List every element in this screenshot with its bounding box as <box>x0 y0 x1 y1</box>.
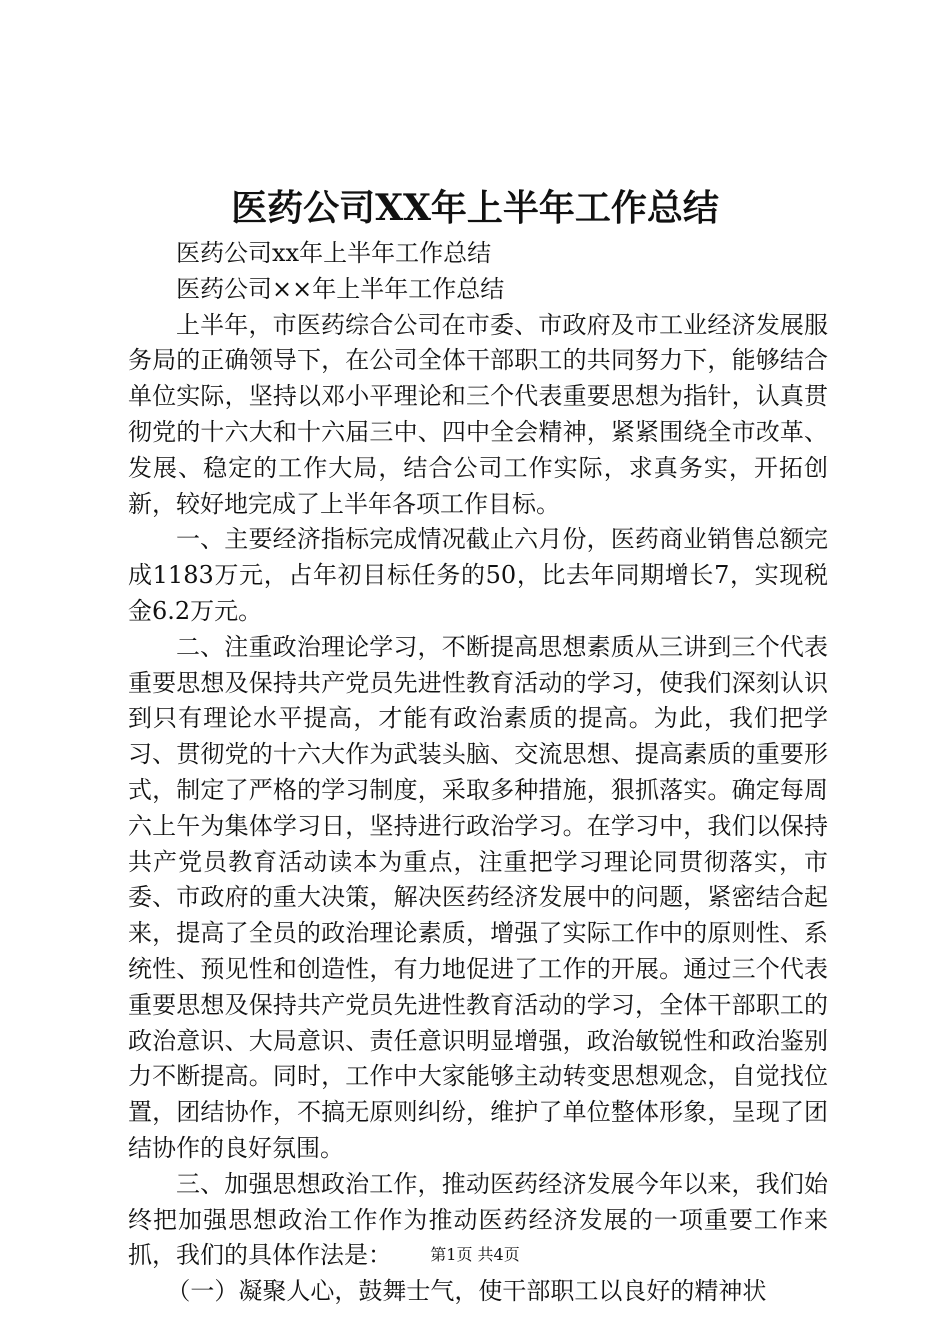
document-body <box>128 236 828 1310</box>
page-number-footer: 第1页 共4页 <box>430 1245 520 1264</box>
paragraph-section-3: 三、加强思想政治工作，推动医药经济发展今年以来，我们始终把加强思想政治工作作为推动医药经济发展的一项重要工作来抓，我们的具体作法是： <box>128 1169 828 1270</box>
paragraph-subsection-1: （一）凝聚人心，鼓舞士气，使干部职工以良好的精神状 <box>166 1277 767 1306</box>
paragraph-section-2: 二、注重政治理论学习，不断提高思想素质从三讲到三个代表重要思想及保持共产党员先进性教育活动的学习，使我们深刻认识到只有理论水平提高，才能有政治素质的提高。为此，我们把学习、贯彻党的十六大作为武装头脑、交流思想、提高素质的重要形式，制定了严格的学习制度，采取多种措施，狠抓落实。确定每周六上午为集体学习日，坚持进行政治学习。在学习中，我们以保持共产党员教育活动读本为重点，注重把学习理论同贯彻落实，市委、市政府的重大决策，解决医药经济发展中的问题，紧密结合起来，提高了全员的政治理论素质，增强了实际工作中的原则性、系统性、预见性和创造性，有力地促进了工作的开展。通过三个代表重要思想及保持共产党员先进性教育活动的学习，全体干部职工的政治意识、大局意识、责任意识明显增强，政治敏锐性和政治鉴别力不断提高。同时，工作中大家能够主动转变思想观念，自觉找位置，团结协作，不搞无原则纠纷，维护了单位整体形象，呈现了团结协作的良好氛围。 <box>128 632 828 1162</box>
paragraph-intro: 上半年，市医药综合公司在市委、市政府及市工业经济发展服务局的正确领导下，在公司全体干部职工的共同努力下，能够结合单位实际，坚持以邓小平理论和三个代表重要思想为指针，认真贯彻党的十六大和十六届三中、四中全会精神，紧紧围绕全市改革、发展、稳定的工作大局，结合公司工作实际，求真务实，开拓创新，较好地完成了上半年各项工作目标。 <box>128 310 828 518</box>
paragraph-subtitle-2: 医药公司××年上半年工作总结 <box>176 274 505 303</box>
document-title: 医药公司XX年上半年工作总结 <box>231 187 719 229</box>
paragraph-subtitle-1: 医药公司xx年上半年工作总结 <box>176 239 492 267</box>
paragraph-section-1: 一、主要经济指标完成情况截止六月份，医药商业销售总额完成1183万元，占年初目标任务的50，比去年同期增长7，实现税金6.2万元。 <box>128 525 828 625</box>
